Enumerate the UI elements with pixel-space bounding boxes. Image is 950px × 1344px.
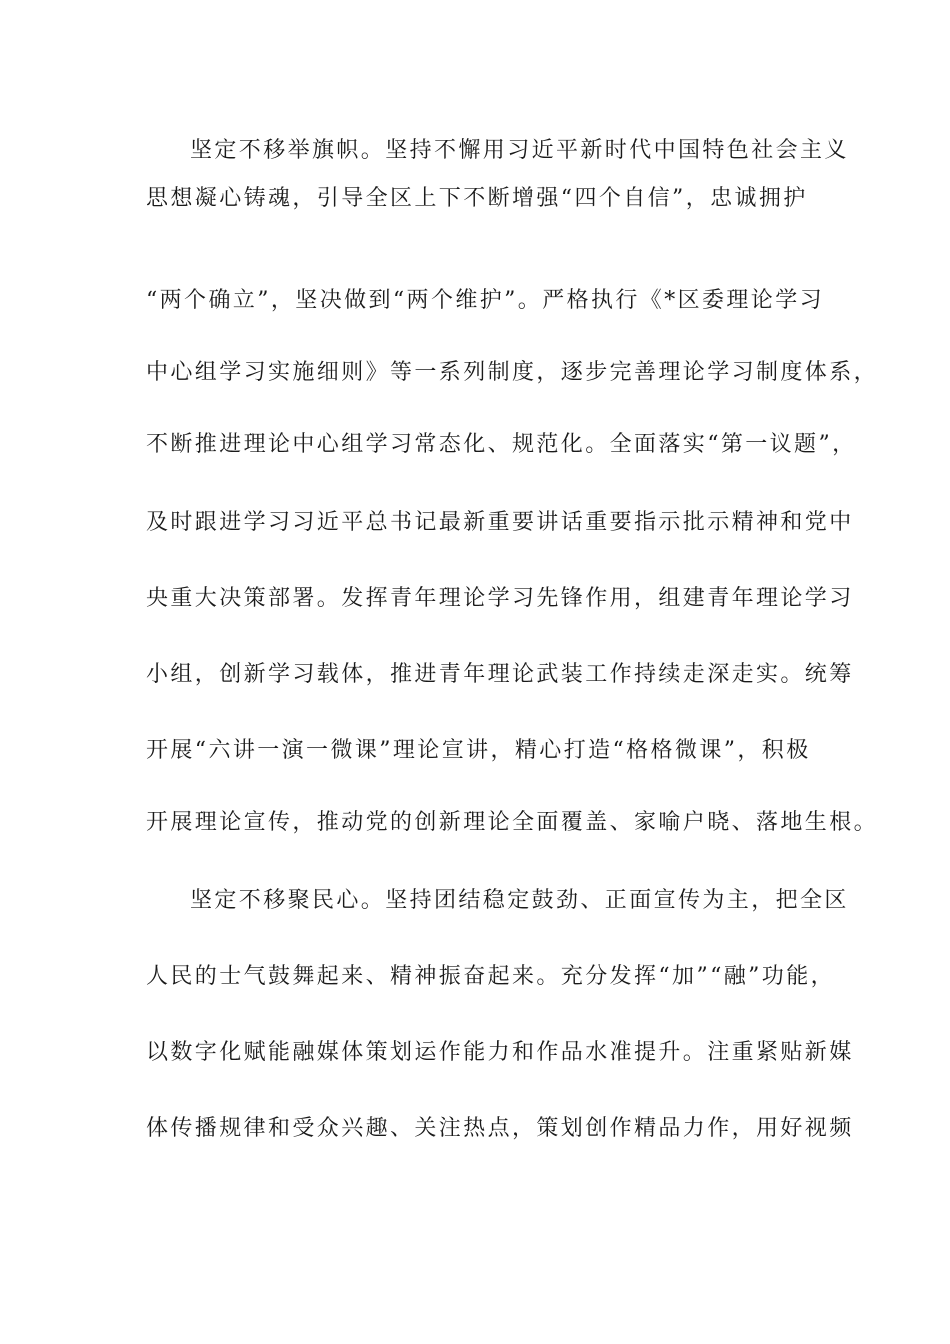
text-line: 坚定不移聚民心。坚持团结稳定鼓劲、正面宣传为主，把全区 — [190, 888, 849, 913]
text-line: 及时跟进学习习近平总书记最新重要讲话重要指示批示精神和党中 — [146, 510, 854, 535]
text-line: 不断推进理论中心组学习常态化、规范化。全面落实“第一议题”， — [146, 432, 857, 457]
text-line: 以数字化赋能融媒体策划运作能力和作品水准提升。注重紧贴新媒 — [146, 1040, 854, 1065]
text-line: 思想凝心铸魂，引导全区上下不断增强“四个自信”，忠诚拥护 — [146, 186, 808, 211]
text-line: 央重大决策部署。发挥青年理论学习先锋作用，组建青年理论学习 — [146, 586, 854, 611]
text-line: 小组，创新学习载体，推进青年理论武装工作持续走深走实。统筹 — [146, 662, 854, 687]
text-line: 人民的士气鼓舞起来、精神振奋起来。充分发挥“加”“融”功能， — [146, 964, 835, 989]
text-line: “两个确立”，坚决做到“两个维护”。严格执行《*区委理论学习 — [146, 288, 824, 313]
text-line: 体传播规律和受众兴趣、关注热点，策划创作精品力作，用好视频 — [146, 1116, 854, 1141]
text-line: 开展理论宣传，推动党的创新理论全面覆盖、家喻户晓、落地生根。 — [146, 810, 879, 835]
text-line: 开展“六讲一演一微课”理论宣讲，精心打造“格格微课”，积极 — [146, 738, 811, 763]
text-line: 坚定不移举旗帜。坚持不懈用习近平新时代中国特色社会主义 — [190, 138, 849, 163]
text-line: 中心组学习实施细则》等一系列制度，逐步完善理论学习制度体系， — [146, 360, 879, 385]
